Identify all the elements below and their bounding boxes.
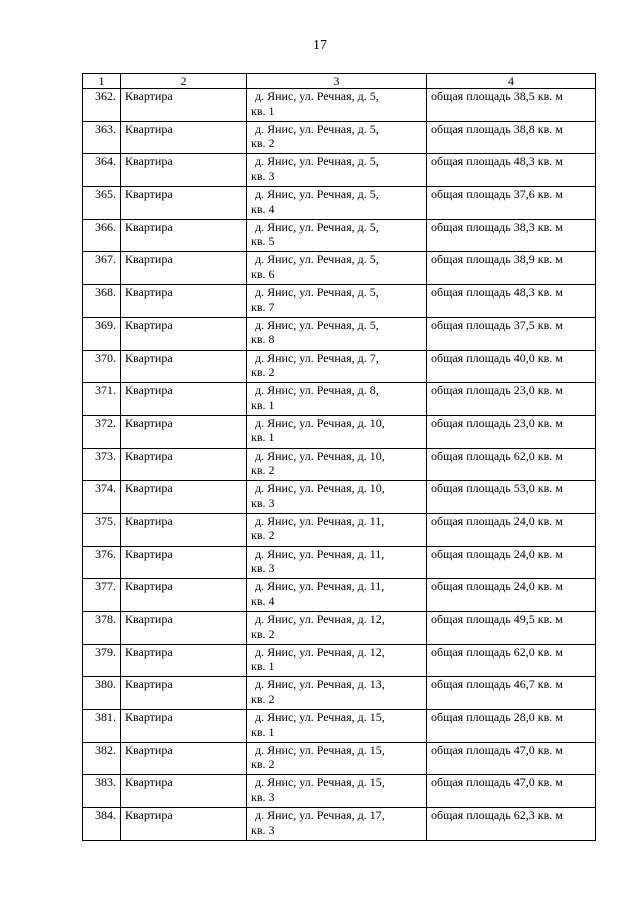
- address-street: д. Янис, ул. Речная, д. 10,: [255, 448, 385, 463]
- object-type: Квартира: [121, 154, 247, 187]
- address-apartment: кв. 4: [251, 201, 275, 216]
- address-apartment: кв. 1: [251, 430, 275, 445]
- address-cell: [247, 219, 427, 252]
- address-cell: [247, 252, 427, 285]
- address-cell: [247, 317, 427, 350]
- address-cell: [247, 415, 427, 448]
- table-row: [83, 448, 596, 481]
- address-cell: [247, 513, 427, 546]
- property-table: [82, 73, 596, 841]
- row-number: 381.: [83, 710, 121, 743]
- row-number: 370.: [83, 350, 121, 383]
- address-cell: [247, 546, 427, 579]
- address-apartment: кв. 3: [251, 168, 275, 183]
- address-apartment: кв. 3: [251, 561, 275, 576]
- area-description: общая площадь 24,0 кв. м: [427, 513, 596, 546]
- row-number: 373.: [83, 448, 121, 481]
- area-description: общая площадь 28,0 кв. м: [427, 710, 596, 743]
- row-number: 365.: [83, 187, 121, 220]
- table-row: [83, 415, 596, 448]
- address-street: д. Янис, ул. Речная, д. 5,: [255, 219, 379, 234]
- address-cell: [247, 154, 427, 187]
- area-description: общая площадь 37,6 кв. м: [427, 187, 596, 220]
- row-number: 383.: [83, 775, 121, 808]
- table-row: [83, 154, 596, 187]
- area-description: общая площадь 23,0 кв. м: [427, 383, 596, 416]
- area-description: общая площадь 38,9 кв. м: [427, 252, 596, 285]
- address-apartment: кв. 4: [251, 593, 275, 608]
- table-row: [83, 187, 596, 220]
- object-type: Квартира: [121, 481, 247, 514]
- table-row: [83, 121, 596, 154]
- object-type: Квартира: [121, 383, 247, 416]
- page-number: 17: [313, 38, 327, 53]
- table-row: [83, 742, 596, 775]
- address-cell: [247, 775, 427, 808]
- address-cell: [247, 481, 427, 514]
- object-type: Квартира: [121, 350, 247, 383]
- table-row: [83, 89, 596, 122]
- table-row: [83, 612, 596, 645]
- table-row: [83, 383, 596, 416]
- area-description: общая площадь 24,0 кв. м: [427, 579, 596, 612]
- address-apartment: кв. 6: [251, 266, 275, 281]
- address-street: д. Янис, ул. Речная, д. 17,: [255, 808, 385, 823]
- address-street: д. Янис, ул. Речная, д. 5,: [255, 89, 379, 103]
- address-apartment: кв. 2: [251, 691, 275, 706]
- area-description: общая площадь 62,0 кв. м: [427, 644, 596, 677]
- address-street: д. Янис, ул. Речная, д. 5,: [255, 252, 379, 267]
- address-apartment: кв. 2: [251, 365, 275, 379]
- header-row: [83, 74, 596, 89]
- object-type: Квартира: [121, 89, 247, 122]
- address-cell: [247, 742, 427, 775]
- address-street: д. Янис, ул. Речная, д. 11,: [255, 579, 385, 594]
- row-number: 363.: [83, 121, 121, 154]
- area-description: общая площадь 37,5 кв. м: [427, 317, 596, 350]
- table-row: [83, 644, 596, 677]
- object-type: Квартира: [121, 448, 247, 481]
- area-description: общая площадь 48,3 кв. м: [427, 285, 596, 318]
- address-street: д. Янис, ул. Речная, д. 12,: [255, 612, 385, 626]
- area-description: общая площадь 40,0 кв. м: [427, 350, 596, 383]
- table-body: [83, 89, 596, 841]
- address-apartment: кв. 2: [251, 136, 275, 151]
- object-type: Квартира: [121, 579, 247, 612]
- address-cell: [247, 89, 427, 122]
- table-row: [83, 285, 596, 318]
- object-type: Квартира: [121, 808, 247, 841]
- address-cell: [247, 644, 427, 677]
- address-cell: [247, 350, 427, 383]
- object-type: Квартира: [121, 317, 247, 350]
- area-description: общая площадь 47,0 кв. м: [427, 742, 596, 775]
- address-apartment: кв. 2: [251, 528, 275, 543]
- row-number: 371.: [83, 383, 121, 416]
- address-street: д. Янис, ул. Речная, д. 5,: [255, 285, 379, 300]
- address-apartment: кв. 3: [251, 789, 275, 804]
- address-cell: [247, 448, 427, 481]
- object-type: Квартира: [121, 710, 247, 743]
- address-street: д. Янис, ул. Речная, д. 10,: [255, 481, 385, 496]
- object-type: Квартира: [121, 285, 247, 318]
- address-cell: [247, 579, 427, 612]
- address-street: д. Янис, ул. Речная, д. 10,: [255, 415, 385, 430]
- area-description: общая площадь 62,3 кв. м: [427, 808, 596, 841]
- object-type: Квартира: [121, 219, 247, 252]
- row-number: 375.: [83, 513, 121, 546]
- address-cell: [247, 285, 427, 318]
- address-apartment: кв. 2: [251, 757, 275, 772]
- header-col-1: 1: [83, 74, 121, 89]
- table-row: [83, 350, 596, 383]
- row-number: 384.: [83, 808, 121, 841]
- row-number: 368.: [83, 285, 121, 318]
- object-type: Квартира: [121, 121, 247, 154]
- address-street: д. Янис, ул. Речная, д. 11,: [255, 513, 385, 528]
- row-number: 380.: [83, 677, 121, 710]
- address-cell: [247, 808, 427, 841]
- address-street: д. Янис, ул. Речная, д. 15,: [255, 775, 385, 790]
- address-street: д. Янис, ул. Речная, д. 12,: [255, 644, 385, 659]
- table-row: [83, 775, 596, 808]
- table-row: [83, 579, 596, 612]
- table-row: [83, 513, 596, 546]
- address-apartment: кв. 1: [251, 724, 275, 739]
- area-description: общая площадь 38,5 кв. м: [427, 89, 596, 122]
- table-row: [83, 481, 596, 514]
- area-description: общая площадь 24,0 кв. м: [427, 546, 596, 579]
- row-number: 376.: [83, 546, 121, 579]
- object-type: Квартира: [121, 252, 247, 285]
- object-type: Квартира: [121, 775, 247, 808]
- table-row: [83, 219, 596, 252]
- address-street: д. Янис, ул. Речная, д. 5,: [255, 121, 379, 136]
- table-row: [83, 546, 596, 579]
- address-street: д. Янис, ул. Речная, д. 5,: [255, 154, 379, 169]
- area-description: общая площадь 46,7 кв. м: [427, 677, 596, 710]
- object-type: Квартира: [121, 187, 247, 220]
- address-street: д. Янис, ул. Речная, д. 13,: [255, 677, 385, 692]
- table-row: [83, 252, 596, 285]
- area-description: общая площадь 38,8 кв. м: [427, 121, 596, 154]
- address-apartment: кв. 2: [251, 626, 275, 641]
- area-description: общая площадь 62,0 кв. м: [427, 448, 596, 481]
- address-apartment: кв. 3: [251, 822, 275, 837]
- area-description: общая площадь 23,0 кв. м: [427, 415, 596, 448]
- address-apartment: кв. 1: [251, 103, 275, 118]
- address-street: д. Янис, ул. Речная, д. 5,: [255, 317, 379, 332]
- address-street: д. Янис, ул. Речная, д. 11,: [255, 546, 385, 561]
- address-apartment: кв. 2: [251, 463, 275, 478]
- table-row: [83, 710, 596, 743]
- address-cell: [247, 612, 427, 645]
- object-type: Квартира: [121, 677, 247, 710]
- address-cell: [247, 121, 427, 154]
- address-street: д. Янис, ул. Речная, д. 15,: [255, 742, 385, 757]
- object-type: Квартира: [121, 546, 247, 579]
- row-number: 378.: [83, 612, 121, 645]
- address-cell: [247, 710, 427, 743]
- address-apartment: кв. 3: [251, 495, 275, 510]
- address-street: д. Янис, ул. Речная, д. 15,: [255, 710, 385, 725]
- table-row: [83, 677, 596, 710]
- row-number: 372.: [83, 415, 121, 448]
- header-col-3: 3: [247, 74, 427, 89]
- object-type: Квартира: [121, 612, 247, 645]
- header-col-4: 4: [427, 74, 596, 89]
- row-number: 369.: [83, 317, 121, 350]
- row-number: 367.: [83, 252, 121, 285]
- address-street: д. Янис, ул. Речная, д. 5,: [255, 187, 379, 202]
- area-description: общая площадь 47,0 кв. м: [427, 775, 596, 808]
- table-header: [83, 74, 596, 89]
- address-apartment: кв. 5: [251, 234, 275, 249]
- address-apartment: кв. 7: [251, 299, 275, 314]
- table-row: [83, 808, 596, 841]
- row-number: 364.: [83, 154, 121, 187]
- object-type: Квартира: [121, 513, 247, 546]
- address-street: д. Янис, ул. Речная, д. 8,: [255, 383, 379, 398]
- row-number: 379.: [83, 644, 121, 677]
- header-col-2: 2: [121, 74, 247, 89]
- area-description: общая площадь 49,5 кв. м: [427, 612, 596, 645]
- table-row: [83, 317, 596, 350]
- address-cell: [247, 677, 427, 710]
- row-number: 377.: [83, 579, 121, 612]
- area-description: общая площадь 38,3 кв. м: [427, 219, 596, 252]
- address-street: д. Янис, ул. Речная, д. 7,: [255, 350, 379, 365]
- row-number: 362.: [83, 89, 121, 122]
- object-type: Квартира: [121, 742, 247, 775]
- address-cell: [247, 383, 427, 416]
- address-apartment: кв. 1: [251, 397, 275, 412]
- area-description: общая площадь 48,3 кв. м: [427, 154, 596, 187]
- address-apartment: кв. 1: [251, 659, 275, 674]
- row-number: 374.: [83, 481, 121, 514]
- address-apartment: кв. 8: [251, 332, 275, 347]
- row-number: 382.: [83, 742, 121, 775]
- address-cell: [247, 187, 427, 220]
- object-type: Квартира: [121, 415, 247, 448]
- area-description: общая площадь 53,0 кв. м: [427, 481, 596, 514]
- row-number: 366.: [83, 219, 121, 252]
- object-type: Квартира: [121, 644, 247, 677]
